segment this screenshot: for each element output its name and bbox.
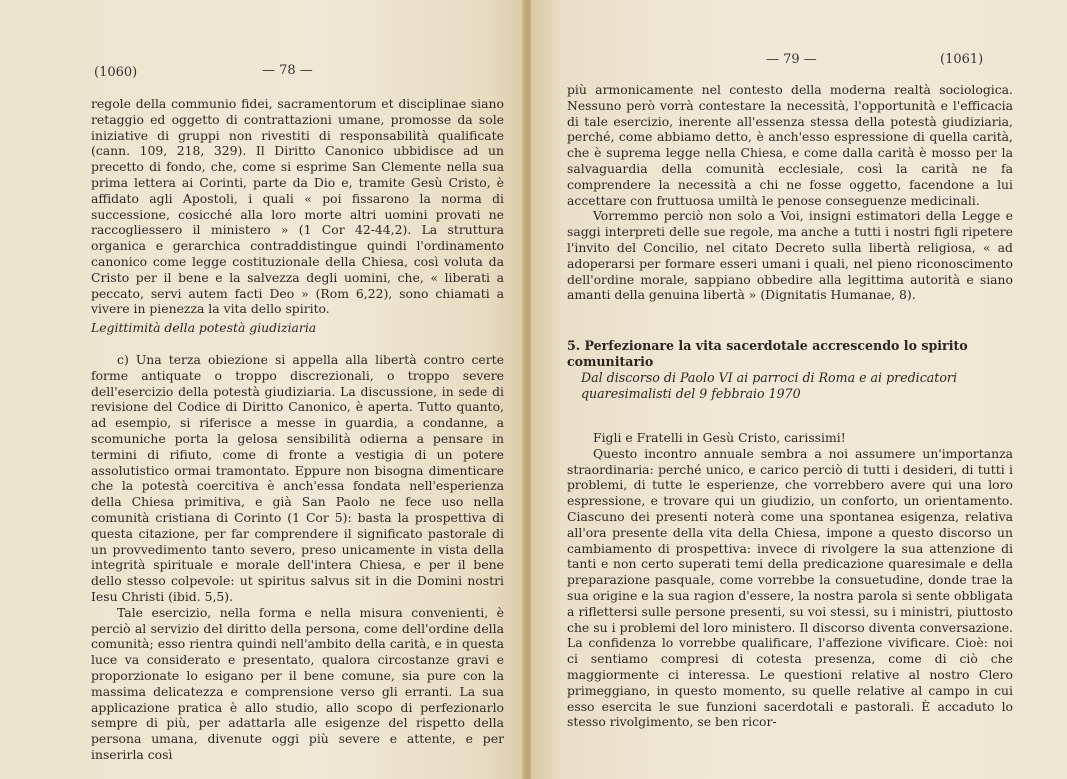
right-paragraph-1: più armonicamente nel contesto della moderna realtà sociologica. Nessuno però vorrà contestare la necessità, l'opportunità e l'efficacia di tale esercizio, inerente all'essenza stessa della potestà giudiziaria, perché, come abbiamo detto, è anch'esso espressione di quella carità, che è suprema legge nella Chiesa, e come dalla carità è mosso per la salvaguardia della comunità ecclesiale, così la carità ne fa comprendere la necessità a chi ne fosse oggetto, facendone a lui accettare con fruttuosa umiltà le penose conseguenze medicinali. [567, 82, 1013, 208]
right-paragraph-2: Vorremmo perciò non solo a Voi, insigni estimatori della Legge e saggi interpreti delle sue regole, ma anche a tutti i nostri figli ripetere l'invito del Concilio, nel citato Decreto sulla libertà religiosa, « ad adoperarsi per formare esseri umani i quali, nel pieno riconoscimento dell'ordine morale, sappiano obbedire alla legittima autorità e siano amanti della genuina libertà » (Dignitatis Humanae, 8). [567, 208, 1013, 303]
section-5-header [567, 338, 1017, 402]
salutation: Figli e Fratelli in Gesù Cristo, carissimi! [593, 430, 846, 445]
right-page-number: — 79 — [766, 52, 817, 67]
section-title-legittimita: Legittimità della potestà giudiziaria [91, 320, 317, 335]
left-paragraph-2: c) Una terza obiezione si appella alla libertà contro certe forme antiquate o troppo discrezionali, o troppo severe dell'esercizio della potestà giudiziaria. La discussione, in sede di revisione del Codice di Diritto Canonico, è aperta. Tutto quanto, ad esempio, si riferisce a messe in guardia, a condanne, a scomuniche porta la gelosa sensibilità odierna a pensare in termini di rifiuto, come di fronte a vestigia di un potere assolutistico ormai tramontato. Eppure non bisogna dimenticare che la potestà coercitiva è anch'essa fondata nell'esperienza della Chiesa primitiva, e già San Paolo ne fece uso nella comunità cristiana di Corinto (1 Cor 5): basta la prospettiva di questa citazione, per far comprendere il significato pastorale di un provvedimento tanto severo, preso unicamente in vista della integrità spirituale e morale dell'intera Chiesa, e per il bene dello stesso colpevole: ut spiritus salvus sit in die Domini nostri Iesu Christi (ibid. 5,5). [91, 352, 504, 604]
left-page-number: — 78 — [262, 63, 313, 78]
left-paragraph-1: regole della communio fidei, sacramentorum et disciplinae siano retaggio ed oggetto di contrattazioni umane, promosse da sole iniziative di gruppi non rivestiti di responsabilità qualificate (cann. 109, 218, 329). Il Diritto Canonico ubbidisce ad un precetto di fondo, che, come si esprime San Clemente nella sua prima lettera ai Corinti, parte da Dio e, tramite Gesù Cristo, è affidato agli Apostoli, i quali « poi fissarono la norma di successione, cosicché alla loro morte altri uomini provati ne raccogliessero il ministero » (1 Cor 42-44,2). La struttura organica e gerarchica contraddistingue quindi l'ordinamento canonico come legge costituzionale della Chiesa, così voluta da Cristo per il bene e la salvezza degli uomini, che, « liberati a peccato, servi autem facti Deo » (Rom 6,22), sono chiamati a vivere in pienezza la vita dello spirito. [91, 96, 504, 317]
left-page-number-bracketed: (1060) [94, 65, 138, 80]
section-5-source: Dal discorso di Paolo VI ai parroci di Roma e ai predicatori quaresimalisti del 9 febbraio 1970 [581, 370, 957, 401]
right-body-bottom [567, 430, 1013, 730]
right-page-number-bracketed: (1061) [940, 52, 984, 67]
left-body-top [91, 96, 504, 317]
left-page [0, 0, 528, 779]
left-body-bottom [91, 352, 504, 763]
left-paragraph-3: Tale esercizio, nella forma e nella misura convenienti, è perciò al servizio del diritto della persona, come dell'ordine della comunità; esso rientra quindi nell'ambito della carità, e in questa luce va considerato e presentato, qualora circostanze gravi e proporzionate lo esigano per il bene comune, sia pure con la massima delicatezza e comprensione verso gli erranti. La sua applicazione pratica è allo studio, allo scopo di perfezionarlo sempre di più, per adattarla alle esigenze del rispetto della persona umana, divenute oggi più severe e attente, e per inserirla così [91, 604, 504, 762]
right-paragraph-3: Questo incontro annuale sembra a noi assumere un'importanza straordinaria: perché unico, e carico perciò di tutti i desideri, di tutti i problemi, di tutte le esperienze, che vorrebbero avere qui una loro espressione, e trovare qui un giudizio, un conforto, un orientamento. Ciascuno dei presenti noterà come una spontanea esigenza, relativa all'ora presente della vita della Chiesa, impone a questo discorso un cambiamento di prospettiva: invece di rivolgere la sua attenzione di tanti e non certo superati temi della predicazione quaresimale e della preparazione pasquale, come vorrebbe la consuetudine, donde trae la sua origine e la sua ragion d'essere, la nostra parola si sente obbligata a riflettersi sulle persone presenti, su voi stessi, su i ministri, piuttosto che su i problemi del loro ministero. Il discorso diventa conversazione. La confidenza lo vorrebbe qualificare, l'affezione vivificare. Cioè: noi ci sentiamo compresi di cotesta presenza, come di ciò che maggiormente ci interessa. Le questioni relative al nostro Clero primeggiano, in questo momento, su quelle relative al campo in cui esso esercita le sue funzioni sacerdotali e pastorali. È accaduto lo stesso rivolgimento, se ben ricor- [567, 445, 1013, 730]
right-page [531, 0, 1067, 779]
section-5-heading: 5. Perfezionare la vita sacerdotale accrescendo lo spirito comunitario [567, 338, 968, 369]
right-body-top [567, 82, 1013, 303]
